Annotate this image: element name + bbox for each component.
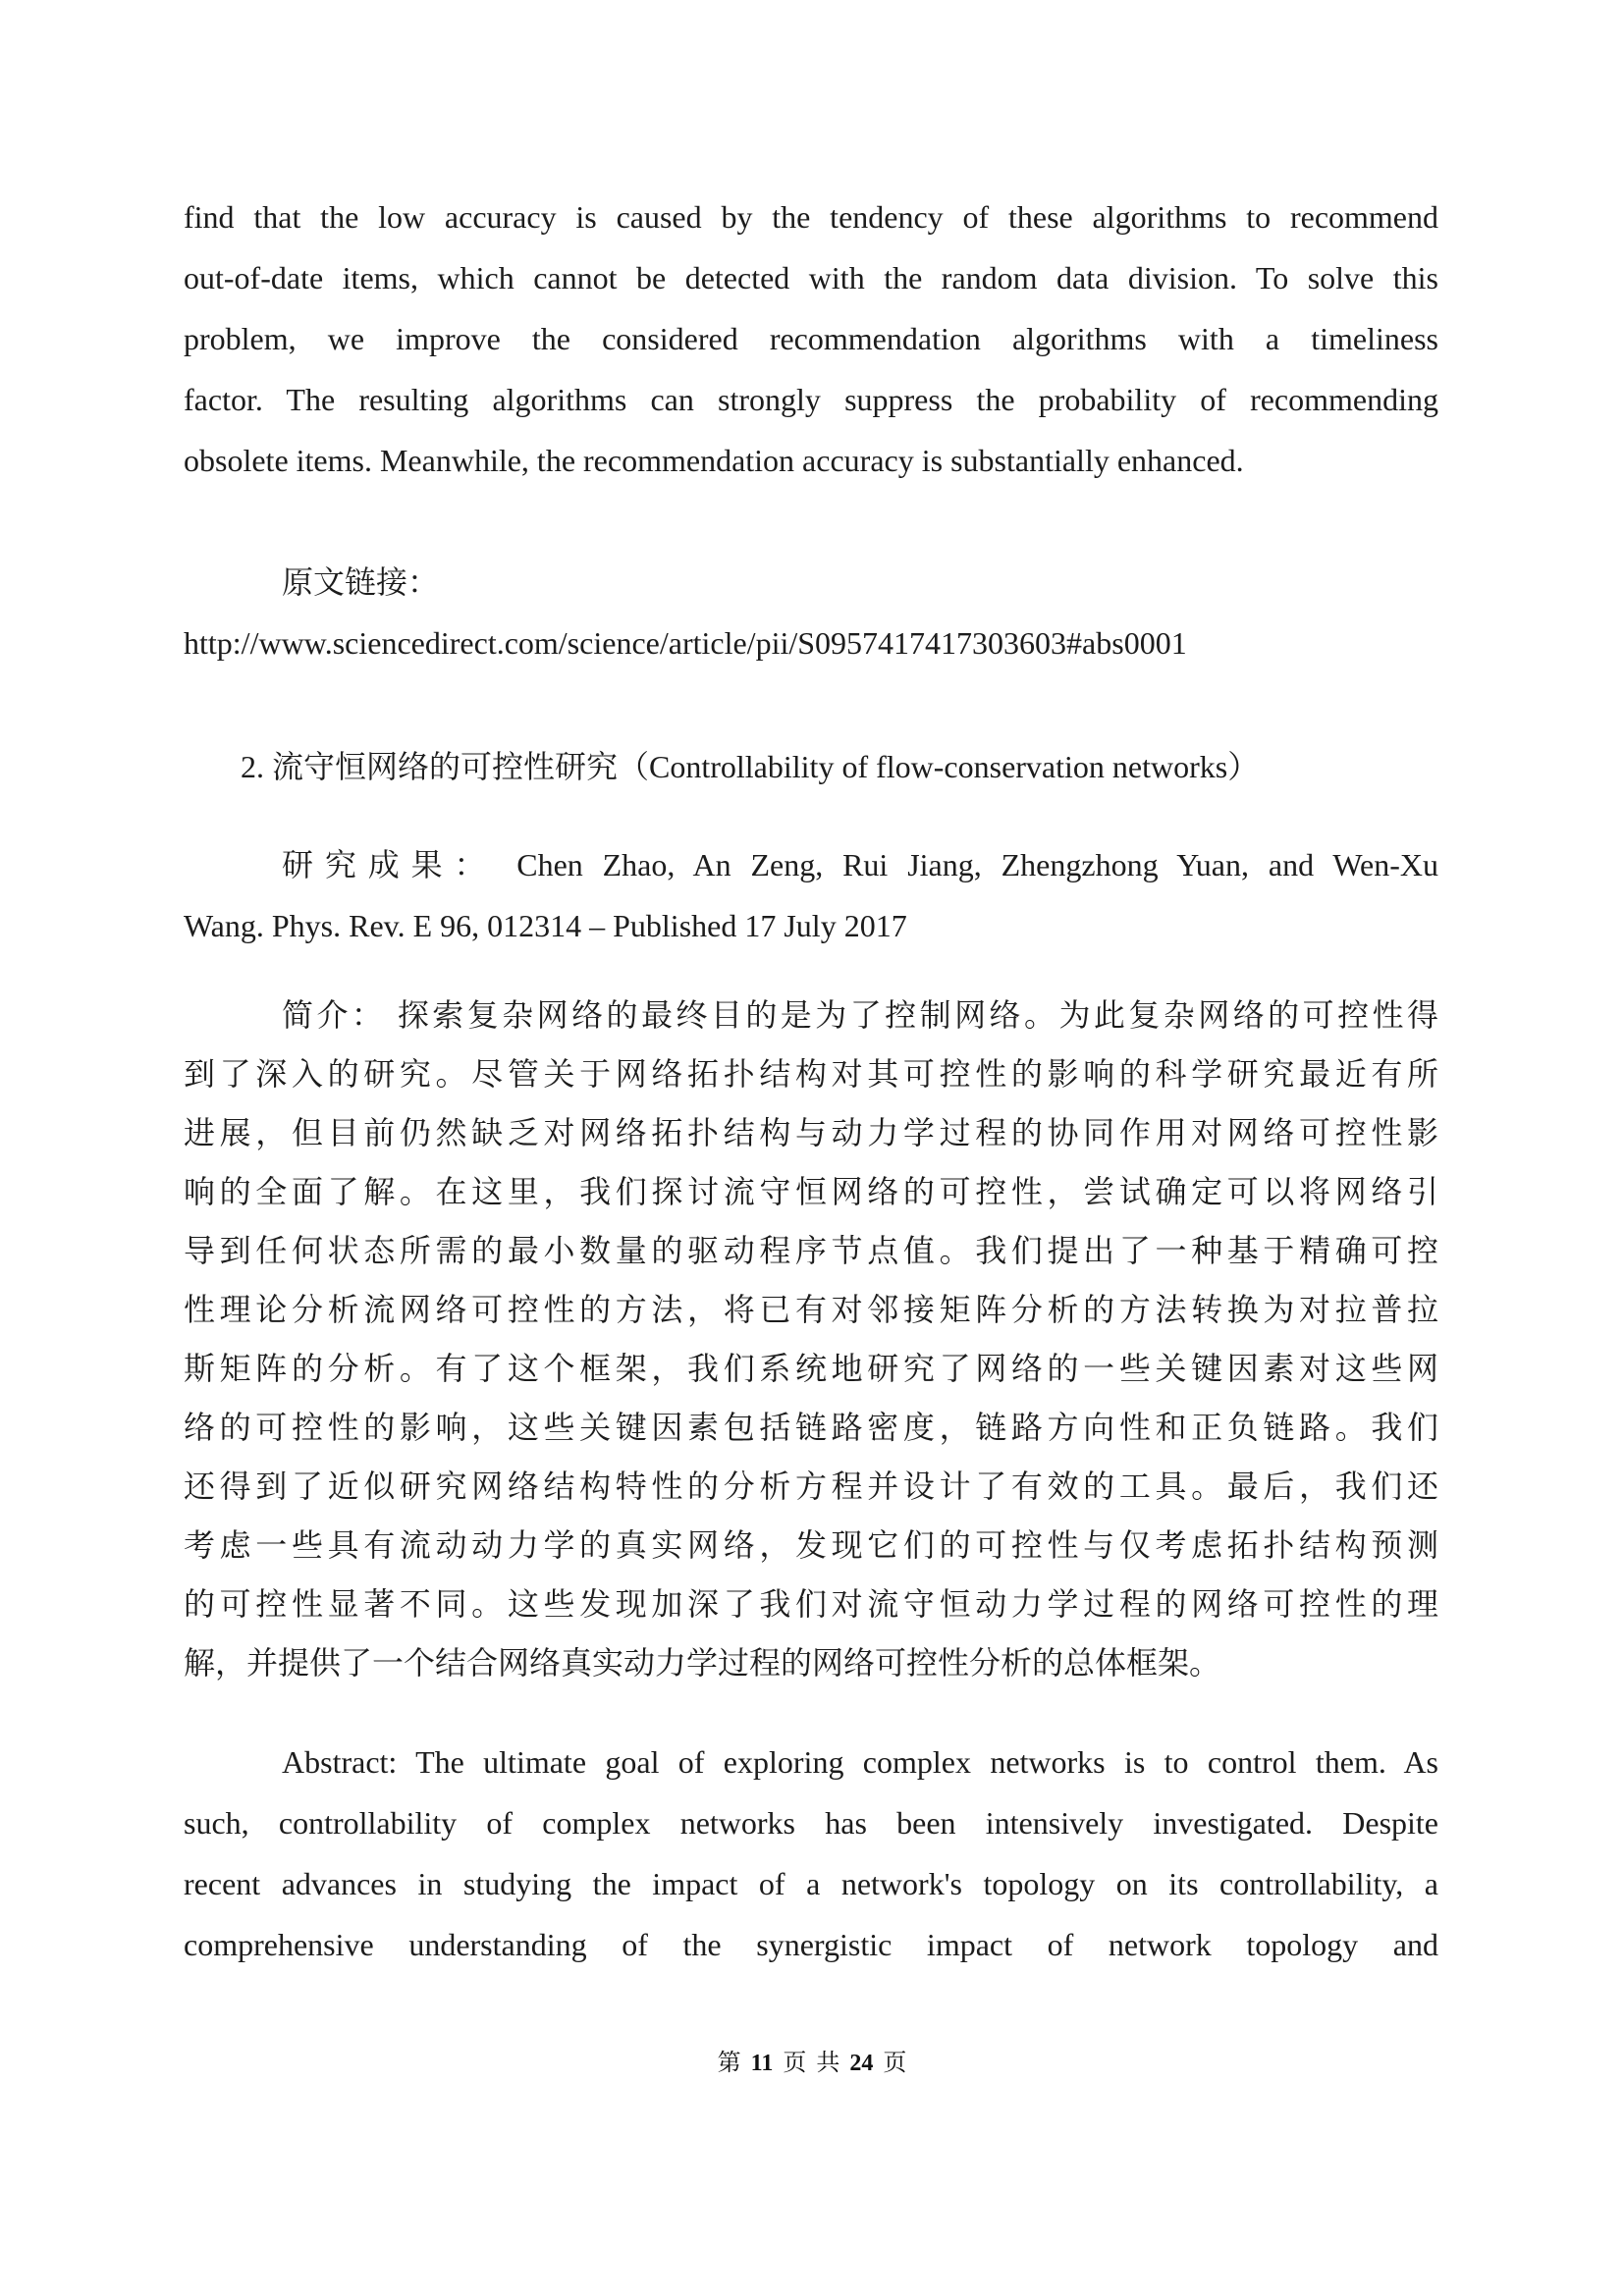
text-line: recent advances in studying the impact of a network's topology on its controllability, a <box>184 1866 1438 1901</box>
text-line: Wang. Phys. Rev. E 96, 012314 – Published 17 July 2017 <box>184 908 907 943</box>
source-link-label: 原文链接： <box>282 564 440 600</box>
footer-total-pages: 24 <box>849 2051 874 2076</box>
text-line: problem, we improve the considered recommendation algorithms with a timeliness <box>184 321 1438 356</box>
text-line: 的可控性显著不同。这些发现加深了我们对流守恒动力学过程的网络可控性的理 <box>184 1586 1438 1622</box>
footer-page-number: 11 <box>750 2051 774 2076</box>
research-result-paragraph <box>184 834 1438 956</box>
text-line: out-of-date items, which cannot be detected with the random data division. To solve this <box>184 260 1438 295</box>
text-line: 进展，但目前仍然缺乏对网络拓扑结构与动力学过程的协同作用对网络可控性影 <box>184 1115 1438 1150</box>
text-line: 响的全面了解。在这里，我们探讨流守恒网络的可控性，尝试确定可以将网络引 <box>184 1174 1438 1209</box>
abstract-english-paragraph <box>184 1732 1438 1975</box>
page-footer <box>0 2044 1624 2083</box>
text-line: 络的可控性的影响，这些关键因素包括链路密度，链路方向性和正负链路。我们 <box>184 1410 1438 1445</box>
paragraph-english-continuation <box>184 187 1438 491</box>
text-line: 研究成果： Chen Zhao, An Zeng, Rui Jiang, Zhengzhong Yuan, and Wen-Xu <box>282 847 1438 882</box>
text-line: factor. The resulting algorithms can strongly suppress the probability of recommending <box>184 382 1438 417</box>
text-line: 导到任何状态所需的最小数量的驱动程序节点值。我们提出了一种基于精确可控 <box>184 1233 1438 1268</box>
section-2-heading: 2. 流守恒网络的可控性研究（Controllability of flow-conservation networks） <box>241 749 1260 784</box>
text-line: 解，并提供了一个结合网络真实动力学过程的网络可控性分析的总体框架。 <box>184 1645 1221 1681</box>
text-line: 简介： 探索复杂网络的最终目的是为了控制网络。为此复杂网络的可控性得 <box>282 997 1438 1033</box>
abstract-chinese-paragraph <box>184 986 1438 1692</box>
text-line: obsolete items. Meanwhile, the recommendation accuracy is substantially enhanced. <box>184 443 1244 478</box>
footer-pages-label: 页 <box>783 2051 807 2076</box>
text-line: 还得到了近似研究网络结构特性的分析方程并设计了有效的工具。最后，我们还 <box>184 1468 1438 1504</box>
source-link-url[interactable]: http://www.sciencedirect.com/science/article/pii/S0957417417303603#abs0001 <box>184 625 1187 661</box>
text-line: such, controllability of complex networks has been intensively investigated. Despite <box>184 1805 1438 1841</box>
text-line: comprehensive understanding of the synergistic impact of network topology and <box>184 1927 1438 1962</box>
text-line: 考虑一些具有流动动力学的真实网络，发现它们的可控性与仅考虑拓扑结构预测 <box>184 1527 1438 1563</box>
footer-total-label: 共 <box>816 2051 840 2076</box>
text-line: Abstract: The ultimate goal of exploring complex networks is to control them. As <box>282 1744 1438 1780</box>
text-line: 性理论分析流网络可控性的方法，将已有对邻接矩阵分析的方法转换为对拉普拉 <box>184 1292 1438 1327</box>
text-line: 到了深入的研究。尽管关于网络拓扑结构对其可控性的影响的科学研究最近有所 <box>184 1056 1438 1092</box>
text-line: find that the low accuracy is caused by the tendency of these algorithms to recommend <box>184 199 1438 235</box>
text-line: 斯矩阵的分析。有了这个框架，我们系统地研究了网络的一些关键因素对这些网 <box>184 1351 1438 1386</box>
footer-prefix: 第 <box>717 2051 741 2076</box>
footer-suffix: 页 <box>883 2051 907 2076</box>
